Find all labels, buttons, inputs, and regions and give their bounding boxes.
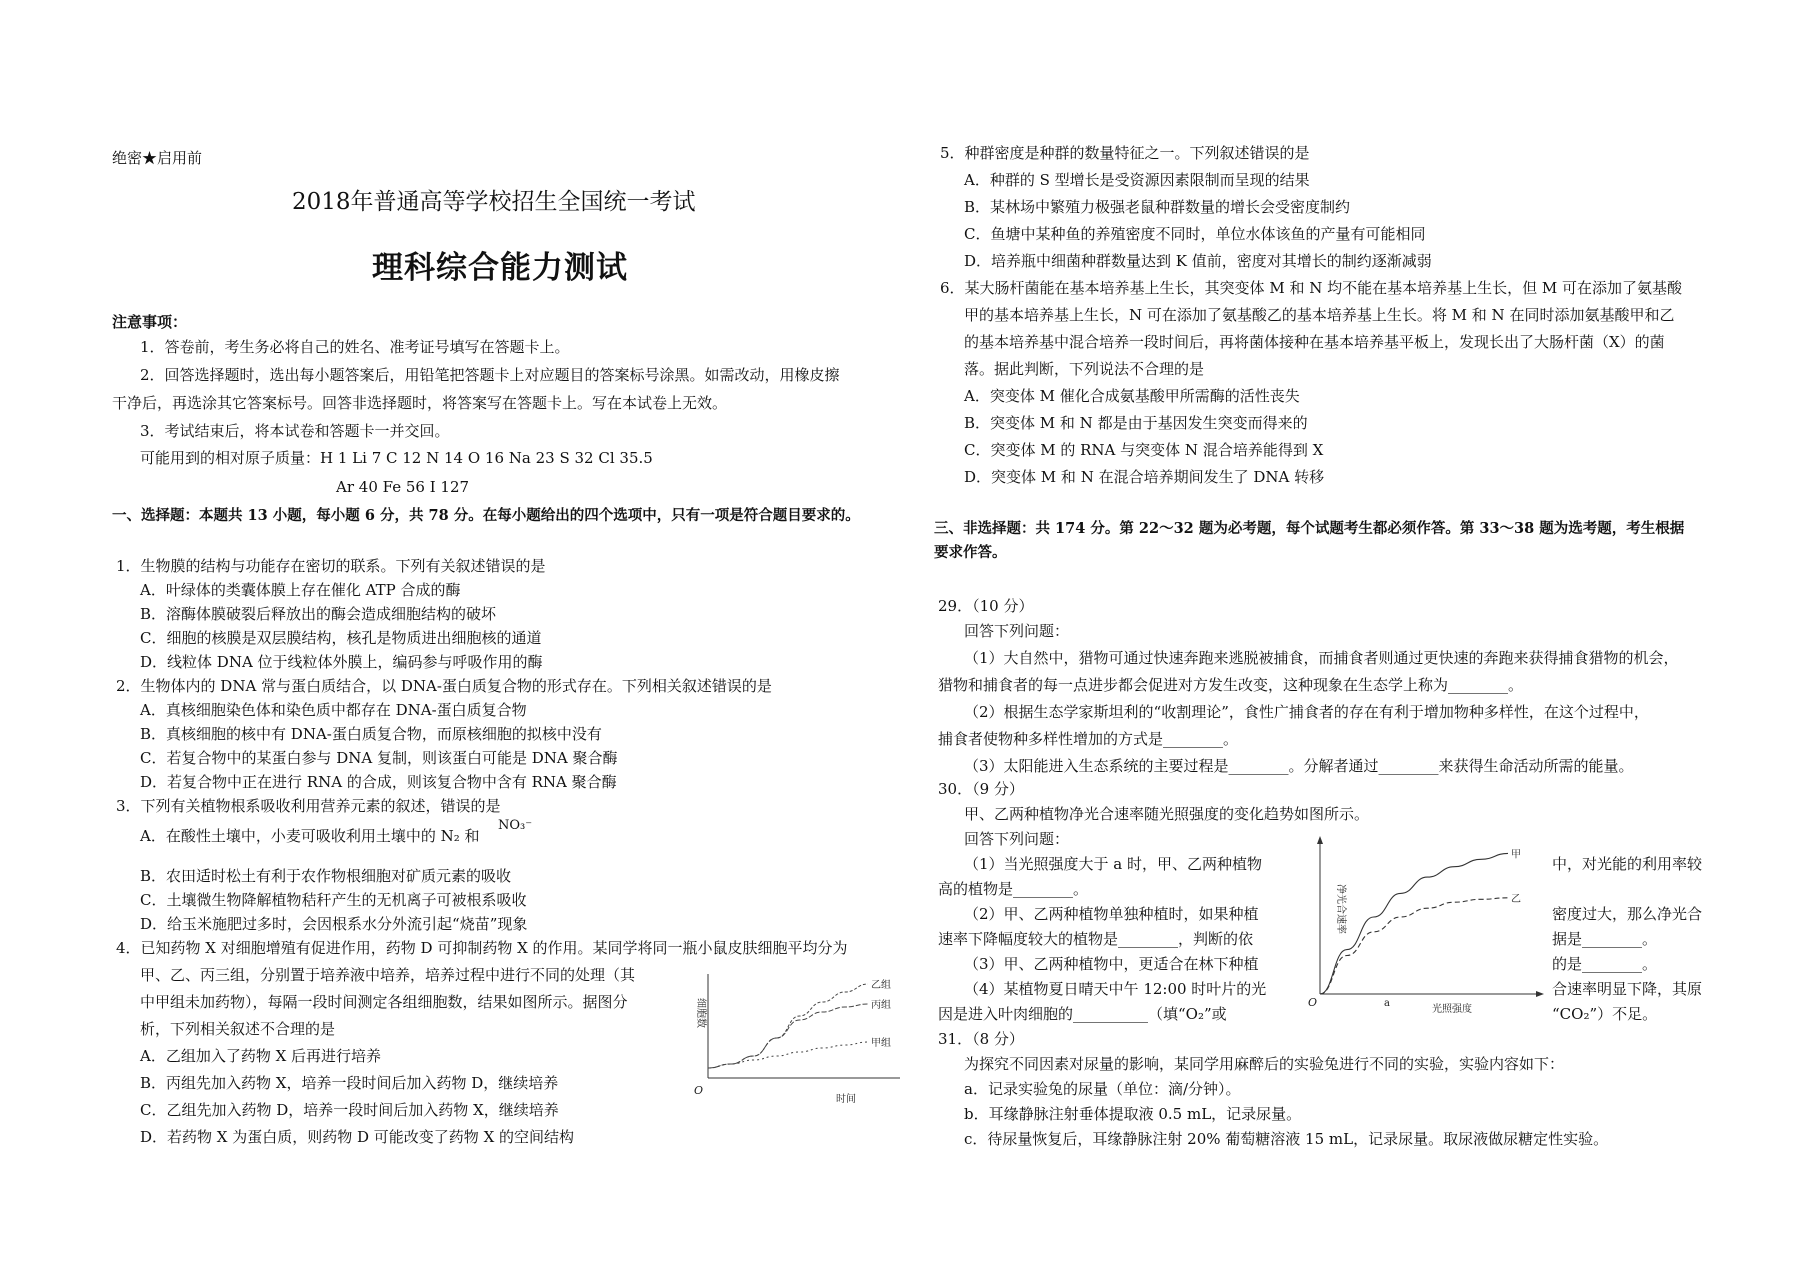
q30-part-4-right-2: “CO₂”）不足。	[1552, 1005, 1658, 1023]
q30-part-2a: （2）甲、乙两种植物单独种植时，如果种植	[964, 905, 1259, 923]
q30-part-1a: （1）当光照强度大于 a 时，甲、乙两种植物	[964, 855, 1263, 873]
q4-stem-line-2: 甲、乙、丙三组，分别置于培养液中培养，培养过程中进行不同的处理（其	[140, 966, 636, 984]
q29-part-2a: （2）根据生态学家斯坦利的“收割理论”，食性广捕食者的存在有利于增加物种多样性，在这个过程中，	[964, 703, 1649, 721]
origin-label: O	[1308, 996, 1318, 1009]
subject-title: 理科综合能力测试	[372, 250, 628, 286]
q29-part-3: （3）太阳能进入生态系统的主要过程是________。分解者通过________来获得生命活动所需的能量。	[964, 757, 1634, 775]
q4-cell-growth-chart	[690, 970, 910, 1110]
q1-option-b: B．溶酶体膜破裂后释放出的酶会造成细胞结构的破坏	[140, 605, 497, 623]
q30-part-4a: （4）某植物夏日晴天中午 12:00 时叶片的光	[964, 980, 1267, 998]
series-line-yi	[1320, 898, 1508, 994]
q29-intro: 回答下列问题：	[964, 622, 1070, 640]
series-line-yi	[708, 984, 868, 1068]
q4-option-d: D．若药物 X 为蛋白质，则药物 D 可能改变了药物 X 的空间结构	[140, 1128, 575, 1146]
q30-part-2b: 速率下降幅度较大的植物是________，判断的依	[938, 930, 1254, 948]
series-label-yi: 乙组	[871, 980, 891, 991]
q5-option-c: C．鱼塘中某种鱼的养殖密度不同时，单位水体该鱼的产量有可能相同	[964, 225, 1426, 243]
y-axis-label: 净光合速率	[1335, 884, 1346, 934]
note-1: 1．答卷前，考生务必将自己的姓名、准考证号填写在答题卡上。	[140, 338, 570, 356]
series-line-jia	[1320, 853, 1508, 994]
q30-ask: 回答下列问题：	[964, 830, 1070, 848]
series-label-jia: 甲组	[871, 1038, 891, 1049]
x-mark-label: a	[1384, 998, 1390, 1009]
q29-number: 29．（10 分）	[938, 597, 1034, 615]
q6-stem-line-1: 6．某大肠杆菌能在基本培养基上生长，其突变体 M 和 N 均不能在基本培养基上生长，但 M 可在添加了氨基酸	[940, 279, 1682, 297]
atomic-mass-1: 可能用到的相对原子质量：H 1 Li 7 C 12 N 14 O 16 Na 23 S 32 Cl 35.5	[140, 449, 653, 467]
q6-option-c: C．突变体 M 的 RNA 与突变体 N 混合培养能得到 X	[964, 441, 1324, 459]
q30-photosynthesis-chart	[1298, 836, 1548, 1016]
q2-stem: 2．生物体内的 DNA 常与蛋白质结合，以 DNA-蛋白质复合物的形式存在。下列相关叙述错误的是	[116, 677, 772, 695]
y-axis-arrow	[1317, 836, 1323, 844]
note-2b: 干净后，再选涂其它答案标号。回答非选择题时，将答案写在答题卡上。写在本试卷上无效。	[112, 394, 728, 412]
q5-option-a: A．种群的 S 型增长是受资源因素限制而呈现的结果	[964, 171, 1310, 189]
series-label-jia: 甲	[1511, 849, 1521, 861]
q30-part-3a: （3）甲、乙两种植物中，更适合在林下种植	[964, 955, 1259, 973]
q4-stem-line-1: 4．已知药物 X 对细胞增殖有促进作用，药物 D 可抑制药物 X 的作用。某同学将同一瓶小鼠皮肤细胞平均分为	[116, 939, 848, 957]
q6-option-d: D．突变体 M 和 N 在混合培养期间发生了 DNA 转移	[964, 468, 1325, 486]
secret-label: 绝密★启用前	[112, 149, 203, 167]
x-axis-arrow	[1536, 991, 1544, 997]
section-1-heading: 一、选择题：本题共 13 小题，每小题 6 分，共 78 分。在每小题给出的四个选项中，只有一项是符合题目要求的。	[112, 507, 860, 524]
q1-option-a: A．叶绿体的类囊体膜上存在催化 ATP 合成的酶	[140, 581, 461, 599]
q6-stem-line-3: 的基本培养基中混合培养一段时间后，再将菌体接种在基本培养基平板上，发现长出了大肠杆菌（X）的菌	[964, 333, 1665, 351]
x-axis-label: 时间	[836, 1094, 856, 1105]
q31-step-c: c．待尿量恢复后，耳缘静脉注射 20% 葡萄糖溶液 15 mL，记录尿量。取尿液做尿糖定性实验。	[964, 1130, 1609, 1148]
q29-part-1b: 猎物和捕食者的每一点进步都会促进对方发生改变，这种现象在生态学上称为________。	[938, 676, 1524, 694]
series-line-bing	[708, 1004, 868, 1068]
q29-part-1a: （1）大自然中，猎物可通过快速奔跑来逃脱被捕食，而捕食者则通过更快速的奔跑来获得捕食猎物的机会，	[964, 649, 1679, 667]
atomic-mass-2: Ar 40 Fe 56 I 127	[336, 478, 470, 496]
q4-option-a: A．乙组加入了药物 X 后再进行培养	[140, 1047, 382, 1065]
q6-stem-line-4: 落。据此判断，下列说法不合理的是	[964, 360, 1205, 378]
q6-stem-line-2: 甲的基本培养基上生长，N 可在添加了氨基酸乙的基本培养基上生长。将 M 和 N 在同时添加氨基酸甲和乙	[964, 306, 1675, 324]
x-axis-label: 光照强度	[1432, 1004, 1472, 1015]
q30-chart-svg	[1298, 836, 1548, 1016]
q4-stem-line-3: 中甲组未加药物），每隔一段时间测定各组细胞数，结果如图所示。据图分	[140, 993, 628, 1011]
q3-option-c: C．土壤微生物降解植物秸秆产生的无机离子可被根系吸收	[140, 891, 527, 909]
q30-part-1b: 高的植物是________。	[938, 880, 1089, 898]
q4-option-b: B．丙组先加入药物 X，培养一段时间后加入药物 D，继续培养	[140, 1074, 559, 1092]
section-3-line-1: 三、非选择题：共 174 分。第 22～32 题为必考题，每个试题考生都必须作答。第 33～38 题为选考题，考生根据	[934, 520, 1685, 537]
q2-option-c: C．若复合物中的某蛋白参与 DNA 复制，则该蛋白可能是 DNA 聚合酶	[140, 749, 618, 767]
series-label-bing: 丙组	[871, 1000, 891, 1011]
q30-part-4-right: 合速率明显下降，其原	[1552, 980, 1703, 998]
q2-option-b: B．真核细胞的核中有 DNA-蛋白质复合物，而原核细胞的拟核中没有	[140, 725, 602, 743]
q2-option-d: D．若复合物中正在进行 RNA 的合成，则该复合物中含有 RNA 聚合酶	[140, 773, 617, 791]
q3-option-b: B．农田适时松土有利于农作物根细胞对矿质元素的吸收	[140, 867, 512, 885]
q6-option-b: B．突变体 M 和 N 都是由于基因发生突变而得来的	[964, 414, 1308, 432]
q31-step-a: a．记录实验兔的尿量（单位：滴/分钟）。	[964, 1080, 1241, 1098]
q30-part-1-right: 中，对光能的利用率较	[1552, 855, 1703, 873]
q4-option-c: C．乙组先加入药物 D，培养一段时间后加入药物 X，继续培养	[140, 1101, 559, 1119]
q5-stem: 5．种群密度是种群的数量特征之一。下列叙述错误的是	[940, 144, 1310, 162]
q3-option-d: D．给玉米施肥过多时，会因根系水分外流引起“烧苗”现象	[140, 915, 528, 933]
q30-intro: 甲、乙两种植物净光合速率随光照强度的变化趋势如图所示。	[964, 805, 1370, 823]
exam-title: 2018年普通高等学校招生全国统一考试	[292, 189, 696, 215]
q6-option-a: A．突变体 M 催化合成氨基酸甲所需酶的活性丧失	[964, 387, 1300, 405]
q30-part-2-right-2: 据是________。	[1552, 930, 1658, 948]
q1-option-d: D．线粒体 DNA 位于线粒体外膜上，编码参与呼吸作用的酶	[140, 653, 543, 671]
section-3-line-2: 要求作答。	[934, 544, 1007, 561]
q30-part-4b: 因是进入叶肉细胞的__________（填“O₂”或	[938, 1005, 1227, 1023]
q4-chart-svg	[690, 970, 910, 1110]
note-2a: 2．回答选择题时，选出每小题答案后，用铅笔把答题卡上对应题目的答案标号涂黑。如需改动，用橡皮擦	[140, 366, 840, 384]
q2-option-a: A．真核细胞染色体和染色质中都存在 DNA-蛋白质复合物	[140, 701, 527, 719]
q5-option-b: B．某林场中繁殖力极强老鼠种群数量的增长会受密度制约	[964, 198, 1351, 216]
q30-number: 30．（9 分）	[938, 780, 1024, 798]
q30-part-3-right: 的是________。	[1552, 955, 1658, 973]
series-label-yi: 乙	[1511, 893, 1521, 905]
q1-stem: 1．生物膜的结构与功能存在密切的联系。下列有关叙述错误的是	[116, 557, 546, 575]
q3-stem: 3．下列有关植物根系吸收利用营养元素的叙述，错误的是	[116, 797, 501, 815]
q4-stem-line-4: 析，下列相关叙述不合理的是	[140, 1020, 336, 1038]
q1-option-c: C．细胞的核膜是双层膜结构，核孔是物质进出细胞核的通道	[140, 629, 542, 647]
q3-formula: NO₃⁻	[498, 818, 533, 833]
q31-number: 31．（8 分）	[938, 1030, 1024, 1048]
q30-part-2-right: 密度过大，那么净光合	[1552, 905, 1703, 923]
q31-intro: 为探究不同因素对尿量的影响，某同学用麻醉后的实验兔进行不同的实验，实验内容如下：	[964, 1055, 1565, 1073]
q5-option-d: D．培养瓶中细菌种群数量达到 K 值前，密度对其增长的制约逐渐减弱	[964, 252, 1432, 270]
notes-heading: 注意事项：	[112, 313, 188, 331]
y-axis-label: 细胞数	[695, 998, 706, 1028]
origin-label: O	[694, 1084, 704, 1097]
q3-option-a: A．在酸性土壤中，小麦可吸收利用土壤中的 N₂ 和	[140, 827, 480, 845]
q31-step-b: b．耳缘静脉注射垂体提取液 0.5 mL，记录尿量。	[964, 1105, 1302, 1123]
q29-part-2b: 捕食者使物种多样性增加的方式是________。	[938, 730, 1239, 748]
note-3: 3．考试结束后，将本试卷和答题卡一并交回。	[140, 422, 450, 440]
